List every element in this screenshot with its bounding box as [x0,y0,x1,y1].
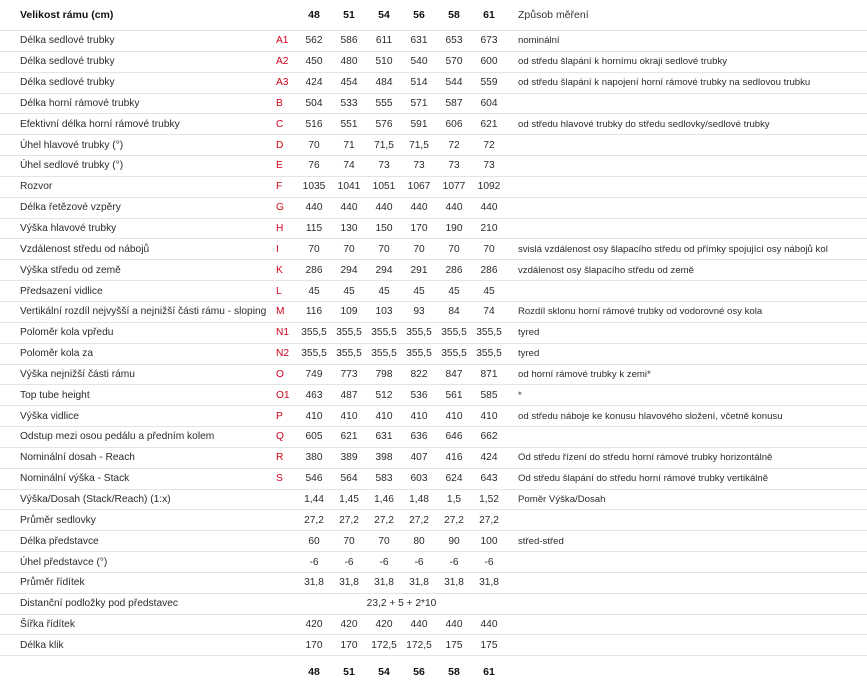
size-value: 512 [375,389,393,401]
table-row [0,510,867,531]
size-value: -6 [484,556,494,568]
size-value: 84 [448,306,460,318]
frame-size-heading: Velikost rámu (cm) [20,9,114,21]
table-row [0,302,867,323]
size-value: 603 [410,473,428,485]
size-value: 540 [410,56,428,68]
row-code: A1 [276,35,289,47]
table-row [0,94,867,115]
size-value: 172,5 [406,639,432,651]
size-value: -6 [449,556,459,568]
size-footer: 58 [448,666,460,679]
size-value: 27,2 [409,514,429,526]
row-code: E [276,160,283,172]
table-row [0,177,867,198]
size-value: 1,46 [374,493,394,505]
row-code: Q [276,431,284,443]
row-note: Rozdíl sklonu horní rámové trubky od vodorovné osy kola [518,306,763,318]
table-row [0,114,867,135]
size-value: 294 [375,264,393,276]
row-code: G [276,202,284,214]
size-footer: 51 [343,666,355,679]
size-value: 70 [343,243,355,255]
row-note: od středu náboje ke konusu hlavového složení, včetně konusu [518,410,783,422]
row-label: Výška vidlice [20,410,79,422]
row-label: Délka sedlové trubky [20,77,115,89]
size-value: 631 [375,431,393,443]
size-value: 583 [375,473,393,485]
table-body [0,31,867,656]
size-heading: 48 [308,9,320,21]
row-label: Rozvor [20,181,53,193]
size-value: 70 [483,243,495,255]
size-footer: 56 [413,666,425,679]
row-label: Úhel představce (°) [20,556,108,568]
size-value: 646 [445,431,463,443]
row-label: Délka sedlové trubky [20,35,115,47]
size-value: 544 [445,77,463,89]
size-value: 454 [340,77,358,89]
size-value: 653 [445,35,463,47]
size-footer: 54 [378,666,390,679]
size-value: 130 [340,223,358,235]
row-label: Délka představce [20,535,99,547]
row-note: od horní rámové trubky k zemi* [518,368,651,380]
size-value: 27,2 [479,514,499,526]
row-label: Výška středu od země [20,264,121,276]
size-value: 1,45 [339,493,359,505]
size-value: 410 [445,410,463,422]
size-value: 624 [445,473,463,485]
size-value: 291 [410,264,428,276]
size-value: 45 [308,285,320,297]
size-value: 1035 [302,181,326,193]
row-label: Úhel sedlové trubky (°) [20,160,124,172]
size-value: 355,5 [371,327,397,339]
size-value: 115 [305,223,323,235]
table-row [0,427,867,448]
row-label: Úhel hlavové trubky (°) [20,139,124,151]
size-value: 450 [305,56,323,68]
size-value: 643 [480,473,498,485]
size-value: 1077 [442,181,466,193]
table-row [0,156,867,177]
size-value: 116 [305,306,323,318]
size-value: -6 [344,556,354,568]
size-value: 31,8 [304,577,324,589]
row-label: Délka horní rámové trubky [20,97,140,109]
row-note: * [518,389,522,401]
row-code: O [276,368,284,380]
size-value: 60 [308,535,320,547]
row-label: Nominální výška - Stack [20,473,130,485]
size-value: 424 [480,452,498,464]
row-label: Předsazení vidlice [20,285,103,297]
size-value: 93 [413,306,425,318]
size-value: 294 [340,264,358,276]
size-value: 440 [410,619,428,631]
size-value: 514 [410,77,428,89]
size-value: 210 [480,223,498,235]
size-value: 871 [480,368,498,380]
size-value: 355,5 [406,327,432,339]
size-value: 286 [445,264,463,276]
table-row [0,260,867,281]
size-value: 822 [410,368,428,380]
size-value: 673 [480,35,498,47]
row-label: Výška hlavové trubky [20,223,117,235]
size-value: -6 [309,556,319,568]
row-code: H [276,223,284,235]
size-value: 70 [308,243,320,255]
row-code: O1 [276,389,290,401]
size-value: 484 [375,77,393,89]
row-code: S [276,473,283,485]
row-label: Top tube height [20,389,90,401]
row-label: Šířka řídítek [20,619,75,631]
size-value: 420 [305,619,323,631]
size-value: 74 [343,160,355,172]
size-value: 73 [448,160,460,172]
row-code: L [276,285,282,297]
size-value: 480 [340,56,358,68]
row-label: Délka klik [20,639,64,651]
size-value: 1051 [372,181,396,193]
size-value: 70 [378,243,390,255]
table-row [0,448,867,469]
size-value: 463 [305,389,323,401]
size-heading: 51 [343,9,355,21]
size-value: 170 [305,639,323,651]
row-note: od středu šlapání k hornímu okraji sedlové trubky [518,56,728,68]
size-value: 76 [308,160,320,172]
size-value: 798 [375,368,393,380]
size-value: 410 [375,410,393,422]
size-value: 71 [343,139,355,151]
size-value: 355,5 [441,327,467,339]
table-row [0,635,867,656]
table-row [0,52,867,73]
size-value: 585 [480,389,498,401]
size-value: 536 [410,389,428,401]
row-note: od středu hlavové trubky do středu sedlovky/sedlové trubky [518,118,770,130]
row-note: Od středu řízení do středu horní rámové trubky horizontálně [518,452,773,464]
size-value: 516 [305,118,323,130]
size-value: -6 [414,556,424,568]
table-row [0,573,867,594]
size-value: 564 [340,473,358,485]
table-footer-row [0,656,867,688]
row-note: Poměr Výška/Dosah [518,493,606,505]
row-code: N1 [276,327,290,339]
size-value: 70 [413,243,425,255]
row-label: Efektivní délka horní rámové trubky [20,118,180,130]
size-value: 380 [305,452,323,464]
size-value: 286 [480,264,498,276]
size-value: 631 [410,35,428,47]
size-value: 172,5 [371,639,397,651]
size-value: 410 [340,410,358,422]
row-note: vzdálenost osy šlapacího středu od země [518,264,694,276]
size-value: 355,5 [476,348,502,360]
row-code: I [276,243,279,255]
size-value: 546 [305,473,323,485]
size-value: 636 [410,431,428,443]
size-value: 45 [378,285,390,297]
size-value: 355,5 [336,327,362,339]
table-row [0,73,867,94]
size-value: 31,8 [339,577,359,589]
size-value: 355,5 [406,348,432,360]
size-value: 27,2 [304,514,324,526]
table-row [0,135,867,156]
size-value: 533 [340,97,358,109]
row-label: Nominální dosah - Reach [20,452,135,464]
size-value: 600 [480,56,498,68]
size-value: 45 [483,285,495,297]
size-value: 1041 [337,181,361,193]
row-code: P [276,410,283,422]
size-value: 662 [480,431,498,443]
size-value: 773 [340,368,358,380]
size-value: 561 [445,389,463,401]
size-value: 70 [343,535,355,547]
size-value: 70 [308,139,320,151]
row-label: Vzdálenost středu od nábojů [20,243,150,255]
size-value: 1,52 [479,493,499,505]
size-value: 621 [480,118,498,130]
row-note: svislá vzdálenost osy šlapacího středu od přímky spojující osy nábojů kol [518,243,828,255]
size-value: 109 [340,306,358,318]
size-value: 100 [480,535,498,547]
size-value: 407 [410,452,428,464]
size-value: 175 [480,639,498,651]
size-value: 74 [483,306,495,318]
table-row [0,365,867,386]
size-value: 73 [483,160,495,172]
size-value: 72 [483,139,495,151]
row-code: R [276,452,284,464]
size-value: 1,44 [304,493,324,505]
size-value: 571 [410,97,428,109]
size-value: 70 [448,243,460,255]
size-value: 440 [445,619,463,631]
size-heading: 54 [378,9,390,21]
size-value: 559 [480,77,498,89]
size-value: 103 [375,306,393,318]
size-value: 31,8 [444,577,464,589]
table-row [0,406,867,427]
size-value: 576 [375,118,393,130]
size-value: 45 [413,285,425,297]
row-label: Poloměr kola za [20,348,94,360]
size-value: 440 [480,619,498,631]
size-value: 31,8 [374,577,394,589]
size-value: 27,2 [444,514,464,526]
row-label: Délka řetězové vzpěry [20,202,121,214]
size-value: 611 [375,35,393,47]
size-value: 355,5 [336,348,362,360]
spanning-value: 23,2 + 5 + 2*10 [366,598,437,610]
size-value: 27,2 [339,514,359,526]
size-value: 80 [413,535,425,547]
row-note: tyred [518,348,540,360]
size-value: 510 [375,56,393,68]
row-note: nominální [518,35,560,47]
table-row [0,219,867,240]
size-footer: 48 [308,666,320,679]
size-value: 440 [480,202,498,214]
table-row [0,31,867,52]
size-value: 591 [410,118,428,130]
size-value: 586 [340,35,358,47]
size-value: 440 [410,202,428,214]
size-heading: 56 [413,9,425,21]
size-value: 440 [375,202,393,214]
size-value: 410 [305,410,323,422]
size-value: 170 [340,639,358,651]
size-value: 389 [340,452,358,464]
size-value: 587 [445,97,463,109]
table-row [0,323,867,344]
row-label: Vertikální rozdíl nejvyšší a nejnižší části rámu - sloping [20,306,267,318]
row-note: Od středu šlapání do středu horní rámové trubky vertikálně [518,473,769,485]
size-value: 170 [410,223,428,235]
size-value: 440 [305,202,323,214]
row-label: Poloměr kola vpředu [20,327,114,339]
size-value: 45 [448,285,460,297]
table-row [0,469,867,490]
size-value: 555 [375,97,393,109]
size-value: 606 [445,118,463,130]
table-row [0,198,867,219]
table-row [0,385,867,406]
table-row [0,239,867,260]
row-code: D [276,139,284,151]
row-note: od středu šlapání k napojení horní rámové trubky na sedlovou trubku [518,77,811,89]
row-label: Odstup mezi osou pedálu a předním kolem [20,431,215,443]
row-code: C [276,118,284,130]
size-value: 72 [448,139,460,151]
size-value: 190 [445,223,463,235]
table-row [0,594,867,615]
size-value: 410 [480,410,498,422]
size-heading: 61 [483,9,495,21]
size-value: 27,2 [374,514,394,526]
size-value: 410 [410,410,428,422]
size-value: 355,5 [371,348,397,360]
size-value: 504 [305,97,323,109]
size-value: 487 [340,389,358,401]
size-value: 420 [375,619,393,631]
table-row [0,490,867,511]
size-value: 355,5 [441,348,467,360]
size-value: 70 [378,535,390,547]
size-value: 424 [305,77,323,89]
measurement-method-heading: Způsob měření [518,9,589,21]
table-row [0,281,867,302]
size-value: 1067 [407,181,431,193]
size-value: 570 [445,56,463,68]
size-value: 562 [305,35,323,47]
size-value: 175 [445,639,463,651]
row-label: Výška/Dosah (Stack/Reach) (1:x) [20,493,171,505]
size-value: 420 [340,619,358,631]
size-value: 621 [340,431,358,443]
row-code: A3 [276,77,289,89]
size-value: 416 [445,452,463,464]
size-value: -6 [379,556,389,568]
size-value: 286 [305,264,323,276]
size-value: 355,5 [476,327,502,339]
row-note: střed-střed [518,535,564,547]
row-code: B [276,97,283,109]
row-label: Průměr řídítek [20,577,85,589]
row-code: A2 [276,56,289,68]
size-value: 355,5 [301,348,327,360]
size-value: 71,5 [409,139,429,151]
size-value: 551 [340,118,358,130]
table-row [0,344,867,365]
row-note: tyred [518,327,540,339]
size-heading: 58 [448,9,460,21]
size-value: 73 [378,160,390,172]
size-value: 398 [375,452,393,464]
row-code: M [276,306,285,318]
row-label: Výška nejnižší části rámu [20,368,135,380]
size-value: 45 [343,285,355,297]
table-row [0,615,867,636]
size-value: 604 [480,97,498,109]
table-header-row [0,0,867,31]
size-value: 1092 [477,181,501,193]
row-code: K [276,264,283,276]
size-value: 71,5 [374,139,394,151]
table-row [0,531,867,552]
table-row [0,552,867,573]
row-code: F [276,181,283,193]
size-footer: 61 [483,666,495,679]
size-value: 605 [305,431,323,443]
row-label: Distanční podložky pod představec [20,598,178,610]
size-value: 440 [340,202,358,214]
size-value: 440 [445,202,463,214]
size-value: 355,5 [301,327,327,339]
size-value: 73 [413,160,425,172]
size-value: 31,8 [479,577,499,589]
row-label: Průměr sedlovky [20,514,96,526]
size-value: 847 [445,368,463,380]
size-value: 1,48 [409,493,429,505]
size-value: 1,5 [446,493,462,505]
size-value: 90 [448,535,460,547]
row-code: N2 [276,348,290,360]
size-value: 150 [375,223,393,235]
row-label: Délka sedlové trubky [20,56,115,68]
size-value: 749 [305,368,323,380]
size-value: 31,8 [409,577,429,589]
